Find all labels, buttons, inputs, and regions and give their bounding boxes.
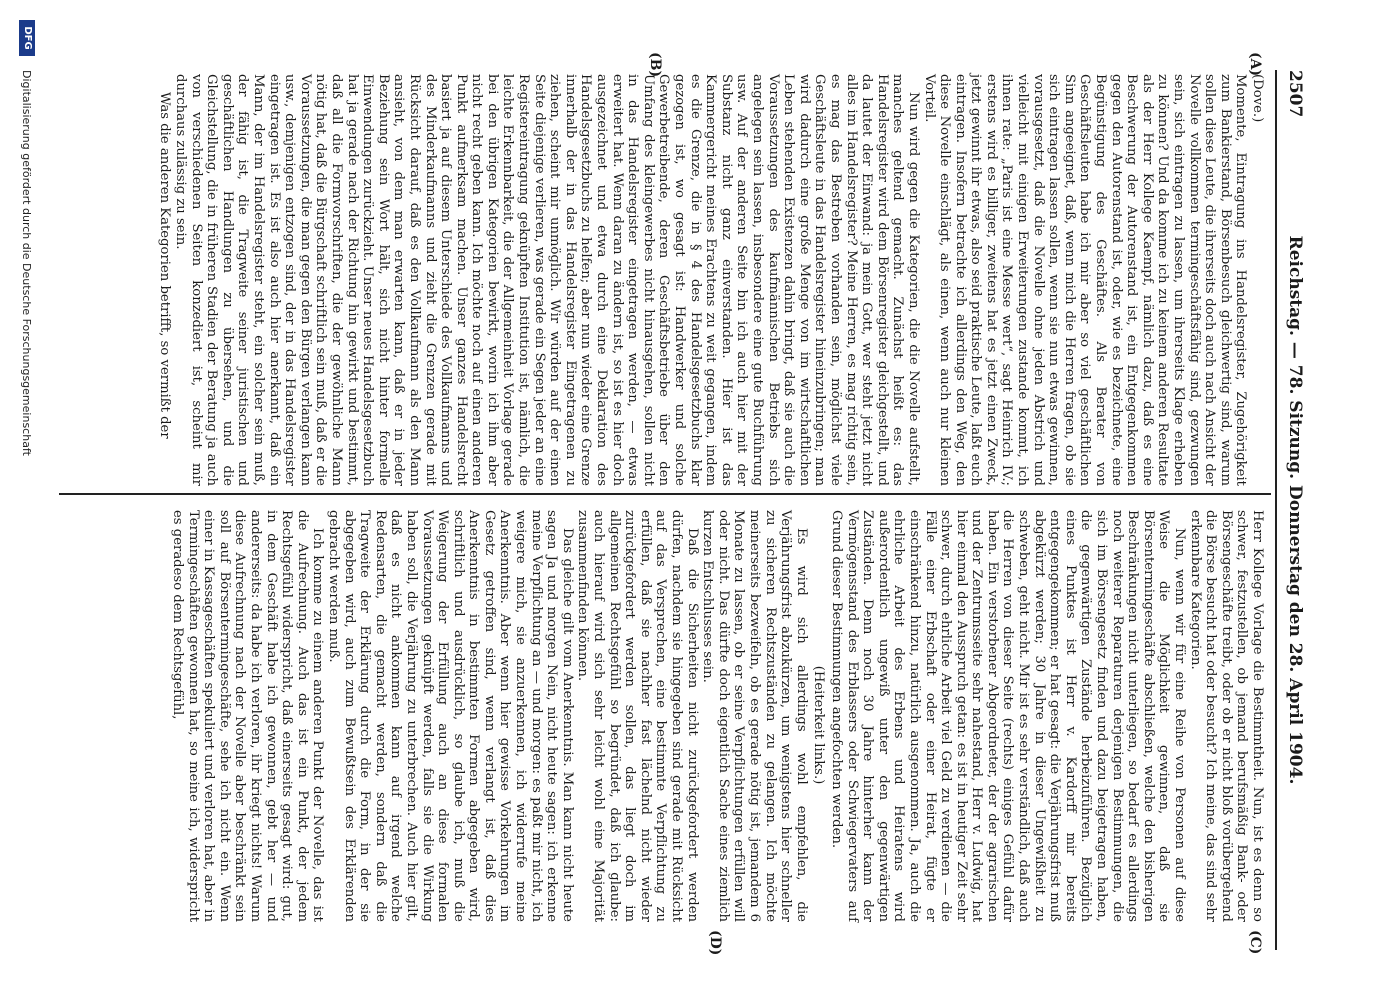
dfg-logo: DFG xyxy=(19,20,35,56)
margin-mark-d: (D) xyxy=(707,930,723,956)
page-number: 2507 xyxy=(1285,70,1305,118)
paragraph: Nun, wenn wir für eine Reihe von Personen auf diese Weise die Möglichkeit gewinnen, daß sie Börsentermingeschäfte abschließen, welche den bisherigen Beschränkungen nicht unterliegen, so bedarf es allerdings noch weiterer Reparaturen derjenigen Bestimmungen, die sich im Börsengesetz finden und dazu beigetragen haben, die gegenwärtigen Zustände herbeizuführen. Bezüglich eines Punktes ist Herr v. Kardorff mir bereits entgegengekommen; er hat gesagt: die Verjährungsfrist muß abgekürzt werden; 30 Jahre in dieser Ungewißheit zu schweben, geht nicht. Mir ist es sehr verständlich, daß auch die Herren von dieser Seite (rechts) einiges Gefühl dafür haben. Ein verstorbener Abgeordneter, der der agrarischen und der Zentrumsseite sehr nahestand, Herr v. Ludwig, hat hier einmal den Ausspruch getan: es ist in heutiger Zeit sehr schwer, durch ehrliche Arbeit viel Geld zu verdienen — die Fälle einer Erbschaft oder einer Heirat, fügte er einschränkend hinzu, natürlich ausgenommen. Ja, auch die ehrliche Arbeit des Erbens und Heiratens wird außerordentlich ungewiß unter den gegenwärtigen Zuständen. Denn noch 30 Jahre hinterher kann der Vermögensstand des Erblassers oder Schwiegervaters auf Grund dieser Bestimmungen angefochten werden. xyxy=(828,510,1188,922)
margin-mark-a: (A) xyxy=(1247,52,1263,77)
speaker-tag: (Dove.) xyxy=(1250,74,1265,123)
header-rule xyxy=(1275,70,1277,950)
page-header xyxy=(1273,70,1313,950)
paragraph: Das gleiche gilt vom Anerkenntnis. Man kann nicht heute sagen Ja und morgen Nein, nicht heute sagen: ich erkenne meine Verpflichtung an — und morgen: es paßt mir nicht, ich weigere mich, sie anzuerkennen, ich widerrufe meine Anerkenntnis. Aber wenn hier gewisse Vorkehrungen im Gesetz getroffen sind, wenn verlangt ist, daß dies Anerkenntnis in bestimmten Formen abgegeben wird, schriftlich und ausdrücklich, so glaube ich, muß die Weigerung der Erfüllung auch an diese formalen Voraussetzungen geknüpft werden, falls sie die Wirkung haben soll, die Verjährung zu unterbrechen. Auch hier gilt, daß es nicht ankommen kann auf irgend welche Redensarten, die gemacht werden, sondern daß die Tragweite der Erklärung durch die Form, in der sie abgegeben wird, auch zum Bewußtsein des Erklärenden gebracht werden muß. xyxy=(325,510,575,922)
margin-mark-b: (B) xyxy=(647,52,663,78)
digitization-credit: Digitalisierung gefördert durch die Deutsche Forschungsgemeinschaft xyxy=(20,70,33,456)
paragraph: Ich komme zu einem anderen Punkt der Novelle, das ist die Aufrechnung. Auch das ist ein Punkt, der jedem Rechtsgefühl widerspricht, daß einerseits gesagt wird: gut, in dem Geschäft habe ich gewonnen, gebt her — und andererseits: da habe ich verloren, ihr kriegt nichts! Warum diese Aufrechnung nach der Novelle aber beschränkt sein soll auf Börsentermingeschäfte, sehe ich nicht ein. Wenn einer in Kassageschäften spekuliert und verloren hat, aber in Termingeschäften gewonnen hat, so meine ich, widerspricht es geradeso dem Rechtsgefühl, xyxy=(170,510,326,922)
paragraph: Nun wird gegen die Kategorien, die die Novelle aufstellt, manches geltend gemacht. Zunächst heißt es: das Handelsregister wird dem Börsenregister gleichgestellt, und da lautet der Einwand: ja mein Gott, wer steht jetzt nicht alles im Handelsregister? Meine Herren, es mag richtig sein, es mag das Bestreben vorhanden sein, möglichst viele Geschäftsleute in das Handelsregister hineinzubringen; man wird dadurch eine große Menge von im wirtschaftlichen Leben stehenden Existenzen dahin bringt, daß sie auch die Voraussetzungen des kaufmännischen Betriebs sich angelegen sein lassen, insbesondere eine gute Buchführung usw. Auf der anderen Seite bin ich auch hier mit der Substanz nicht ganz einverstanden. Hier ist das Kammergericht meines Erachtens zu weit gegangen, indem es die Grenze, die in § 4 des Handelsgesetzbuchs klar gezogen ist, wo gesagt ist: Handwerker und solche Gewerbetreibende, deren Geschäftsbetriebe über den Umfang des kleingewerbes nicht hinausgehen, sollen nicht in das Handelsregister eingetragen werden, — etwas erweitert hat. Wenn daran zu ändern ist, so ist es hier doch ausgezeichnet und etwa durch eine Deklaration des Handelsgesetzbuchs zu helfen; aber nun wieder eine Grenze innerhalb der in das Handelsregister Eingetragenen zu ziehen, scheint mir unmöglich. Wir würden auf der einen Seite diejenige verlieren, was gerade ein Segen jeder an eine Registereintragung geknüpften Institution ist, nämlich, die leichte Erkennbarkeit, die der Allgemeinheit Vorlage gerade bei den übrigen Kategorien bewirkt, worin ich ihm aber nicht recht geben kann. Ich möchte noch auf einen anderen Punkt aufmerksam machen. Unser ganzes Handelsrecht basiert ja auf diesem Unterschiede des Vollkaufmanns und des Minderkaufmanns und zieht die Grenzen gerade mit Rücksicht darauf, daß es den Vollkaufmann als den Mann ansieht, von dem man erwarten kann, daß er in jeder Beziehung sein Wort hält, sich nicht hinter formelle Einwendungen zurückzieht. Unser neues Handelsgesetzbuch hat ja gerade nach der Richtung hin gewirkt und bestimmt, daß all die Formvorschriften, die der gewöhnliche Mann nötig hat, daß die Bürgschaft schriftlich sein muß, daß er die Voraussetzungen, die man gegen den Bürgen verlangen kann usw., demjenigen entzogen sind, der in das Handelsregister eingetragen ist. Es ist also auch hier anerkannt, daß ein Mann, der im Handelsregister steht, ein solcher sein muß, der fähig ist, die Tragweite seiner juristischen und geschäftlichen Handlungen zu übersehen, und die Gleichstellung, die in früheren Stadien der Beratung ja auch von verschiedenen Seiten konzediert ist, scheint mir durchaus zulässig zu sein. xyxy=(173,74,921,486)
paragraph: Daß die Sicherheiten nicht zurückgefordert werden dürfen, nachdem sie hingegeben sind gerade mit Rücksicht auf das Versprechen, eine bestimmte Verpflichtung zu erfüllen, daß sie nachher fast lächelnd nicht wieder zurückgefordert werden sollen, das liegt doch im allgemeinen Rechtsgefühl so begründet, daß ich glaube: auch hierauf wird sich sehr leicht wohl eine Majorität zusammenfinden können. xyxy=(575,510,700,922)
text-column-left xyxy=(157,74,1265,486)
column-divider xyxy=(59,493,1271,495)
paragraph: Momente, Eintragung ins Handelsregister, Zugehörigkeit zum Bankierstand, Börsenbesuch gleichwertig sind, warum sollen diese Leute, die ihrerseits doch auch nach Ansicht der Novelle vollkommen termingeschäftsfähig sind, gezwungen sein, sich eintragen zu lassen, um ihrerseits Klage erheben zu können? Und da komme ich zu keinem anderen Resultate als der Herr Kollege Kaempf, nämlich dazu, daß es eine Beschwerung der Autorenstand ist, ein Entgegenkommen gegen den Autorenstand ist, oder, wie es bezeichnete, eine Begünstigung des Geschäftes. Als Berater von Geschäftsleuten habe ich mir aber so viel geschäftlichen Sinn angeeignet, daß, wenn mich die Herren fragen, ob sie sich eintragen lassen sollen, wenn sie nun etwas gewinnen, vorausgesetzt, daß die Novelle ohne jeden Abstrich und vielleicht mit einigen Erweiterungen zustande kommt, ich ihnen rate: „Paris ist eine Messe wert“, sagt Heinrich IV.; erstens wird es billiger, zweitens hat es jetzt einen Zweck, jetzt gewinnt ihr etwas, also seid praktische Leute, laßt euch eintragen. Insofern betrachte ich allerdings den Weg, den diese Novelle einschlägt, als einen, wenn auch nur kleinen Vorteil. xyxy=(921,74,1249,486)
text-column-right xyxy=(169,510,1265,922)
paragraph: Es wird sich allerdings wohl empfehlen, die Verjährungsfrist abzukürzen, um wenigstens hier schneller zu sicheren Rechtszuständen zu gelangen. Ich möchte meinerseits bezweifeln, ob es gerade nötig ist, jemandem 6 Monate zu lassen, ob er seine Verpflichtungen erfüllen will oder nicht. Das dürfte doch eigentlich Sache eines ziemlich kurzen Entschlusses sein. xyxy=(700,510,809,922)
margin-mark-c: (C) xyxy=(1247,930,1263,955)
paragraph: Herr Kollege Vorlage die Bestimmtheit. Nun, ist es denn so schwer, festzustellen, ob jemand berufsmäßig Bank- oder Börsengeschäfte treibt, oder ob er nicht bloß vorübergehend die Börse besucht hat oder besucht? Ich meine, das sind sehr erkennbare Kategorien. xyxy=(1187,510,1265,922)
interjection: (Heiterkeit links.) xyxy=(811,665,827,785)
paragraph: Was die anderen Kategorien betrifft, so vermißt der xyxy=(157,92,173,439)
page-title: Reichstag. — 78. Sitzung. Donnerstag den 28. April 1904. xyxy=(1285,235,1305,785)
